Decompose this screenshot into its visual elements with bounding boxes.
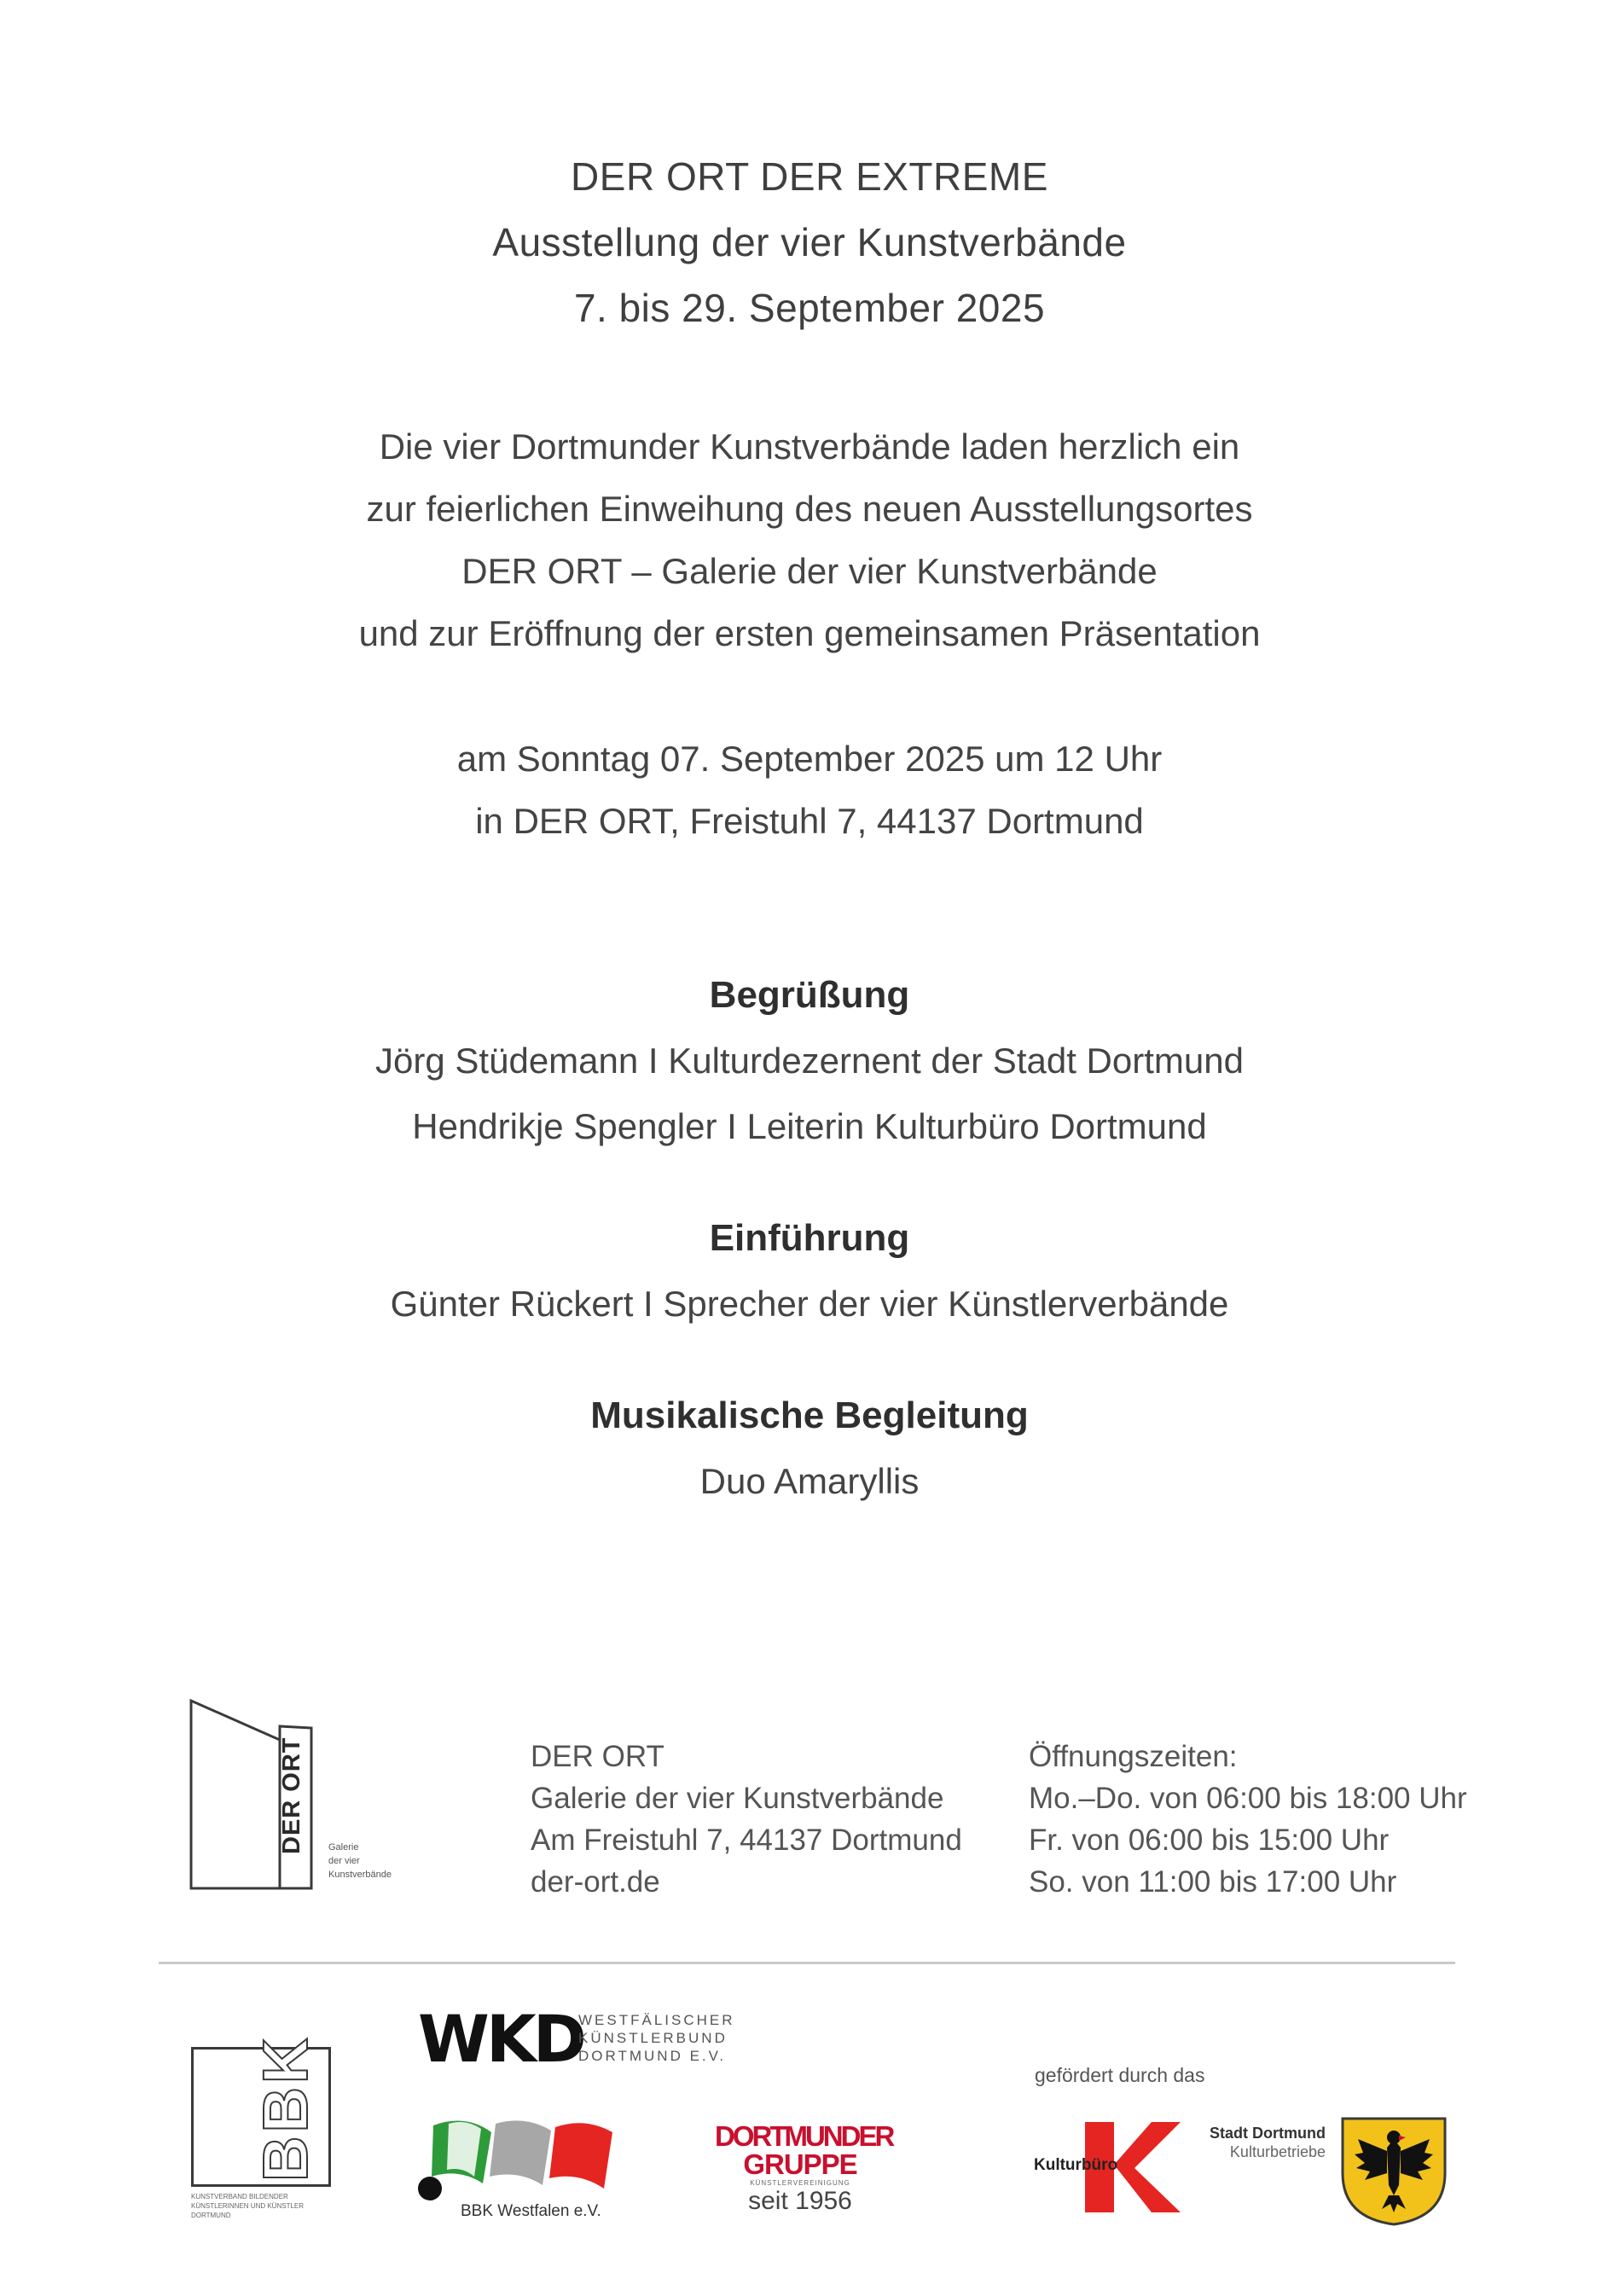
bbk-mark: BBK xyxy=(250,2034,321,2182)
kulturbuero-logo xyxy=(1034,2120,1183,2214)
event-location: in DER ORT, Freistuhl 7, 44137 Dortmund xyxy=(475,801,1144,841)
der-ort-logo-sub-3: Kunstverbände xyxy=(328,1870,392,1880)
dortmunder-gruppe-small: KÜNSTLERVEREINIGUNG xyxy=(750,2179,850,2187)
exhibition-dates: 7. bis 29. September 2025 xyxy=(573,286,1046,330)
music-performer: Duo Amaryllis xyxy=(699,1461,920,1501)
greeting-heading: Begrüßung xyxy=(709,974,910,1016)
introduction-speaker: Günter Rückert I Sprecher der vier Künstlerverbände xyxy=(390,1284,1229,1324)
venue-name: DER ORT xyxy=(531,1740,664,1773)
dortmunder-gruppe-logo xyxy=(715,2120,893,2233)
bbk-dortmund-logo xyxy=(191,2034,336,2226)
kulturbuero-label: Kulturbüro xyxy=(1034,2156,1118,2174)
der-ort-logo-text: DER ORT xyxy=(278,1736,305,1854)
funded-by-label: gefördert durch das xyxy=(1035,2064,1205,2086)
opening-hours-fr: Fr. von 06:00 bis 15:00 Uhr xyxy=(1029,1823,1390,1857)
bbk-westfalen-logo xyxy=(415,2117,628,2228)
dortmund-coat-of-arms-icon xyxy=(1338,2113,1450,2228)
stadt-dortmund-label: Stadt Dortmund xyxy=(1210,2125,1326,2142)
venue-website[interactable]: der-ort.de xyxy=(531,1865,660,1899)
opening-hours-so: So. von 11:00 bis 17:00 Uhr xyxy=(1029,1865,1397,1899)
invitation-line-4: und zur Eröffnung der ersten gemeinsamen Präsentation xyxy=(358,613,1261,653)
wkd-text-1: WESTFÄLISCHER xyxy=(578,2012,735,2028)
der-ort-logo xyxy=(188,1697,444,1893)
opening-hours xyxy=(1029,1736,1467,1903)
exhibition-subtitle: Ausstellung der vier Kunstverbände xyxy=(492,220,1127,264)
bbk-westfalen-label: BBK Westfalen e.V. xyxy=(461,2202,601,2220)
wkd-mark: WKD xyxy=(418,2001,583,2077)
venue-info xyxy=(531,1736,962,1903)
event-date-time: am Sonntag 07. September 2025 um 12 Uhr xyxy=(456,739,1163,779)
wkd-text-2: KÜNSTLERBUND xyxy=(578,2030,728,2046)
wkd-logo xyxy=(418,2001,759,2077)
opening-hours-mo-do: Mo.–Do. von 06:00 bis 18:00 Uhr xyxy=(1029,1782,1467,1815)
der-ort-logo-sub-1: Galerie xyxy=(328,1842,359,1852)
opening-hours-label: Öffnungszeiten: xyxy=(1029,1740,1238,1773)
kulturbetriebe-label: Kulturbetriebe xyxy=(1229,2143,1326,2160)
invitation-line-1: Die vier Dortmunder Kunstverbände laden herzlich ein xyxy=(379,426,1240,467)
venue-address: Am Freistuhl 7, 44137 Dortmund xyxy=(531,1823,962,1857)
music-heading: Musikalische Begleitung xyxy=(590,1394,1029,1436)
footer-divider xyxy=(159,1962,1455,1964)
bbk-caption-2: KÜNSTLERINNEN UND KÜNSTLER xyxy=(191,2202,305,2210)
dortmunder-gruppe-line-2: GRUPPE xyxy=(743,2148,857,2180)
bbk-caption-3: DORTMUND xyxy=(191,2212,231,2219)
greeting-speaker-1: Jörg Stüdemann I Kulturdezernent der Stadt Dortmund xyxy=(375,1041,1244,1081)
der-ort-logo-sub-2: der vier xyxy=(328,1856,360,1866)
bbk-caption-1: KUNSTVERBAND BILDENDER xyxy=(191,2193,288,2200)
dortmunder-gruppe-line-1: DORTMUNDER xyxy=(715,2120,893,2152)
exhibition-title: DER ORT DER EXTREME xyxy=(571,154,1048,199)
venue-description: Galerie der vier Kunstverbände xyxy=(531,1782,944,1815)
greeting-speaker-2: Hendrikje Spengler I Leiterin Kulturbüro Dortmund xyxy=(412,1106,1207,1146)
dortmunder-gruppe-since: seit 1956 xyxy=(748,2187,852,2215)
invitation-line-2: zur feierlichen Einweihung des neuen Ausstellungsortes xyxy=(366,489,1253,529)
wkd-text-3: DORTMUND E.V. xyxy=(578,2048,727,2064)
invitation-line-3: DER ORT – Galerie der vier Kunstverbände xyxy=(461,551,1158,591)
introduction-heading: Einführung xyxy=(709,1217,910,1259)
